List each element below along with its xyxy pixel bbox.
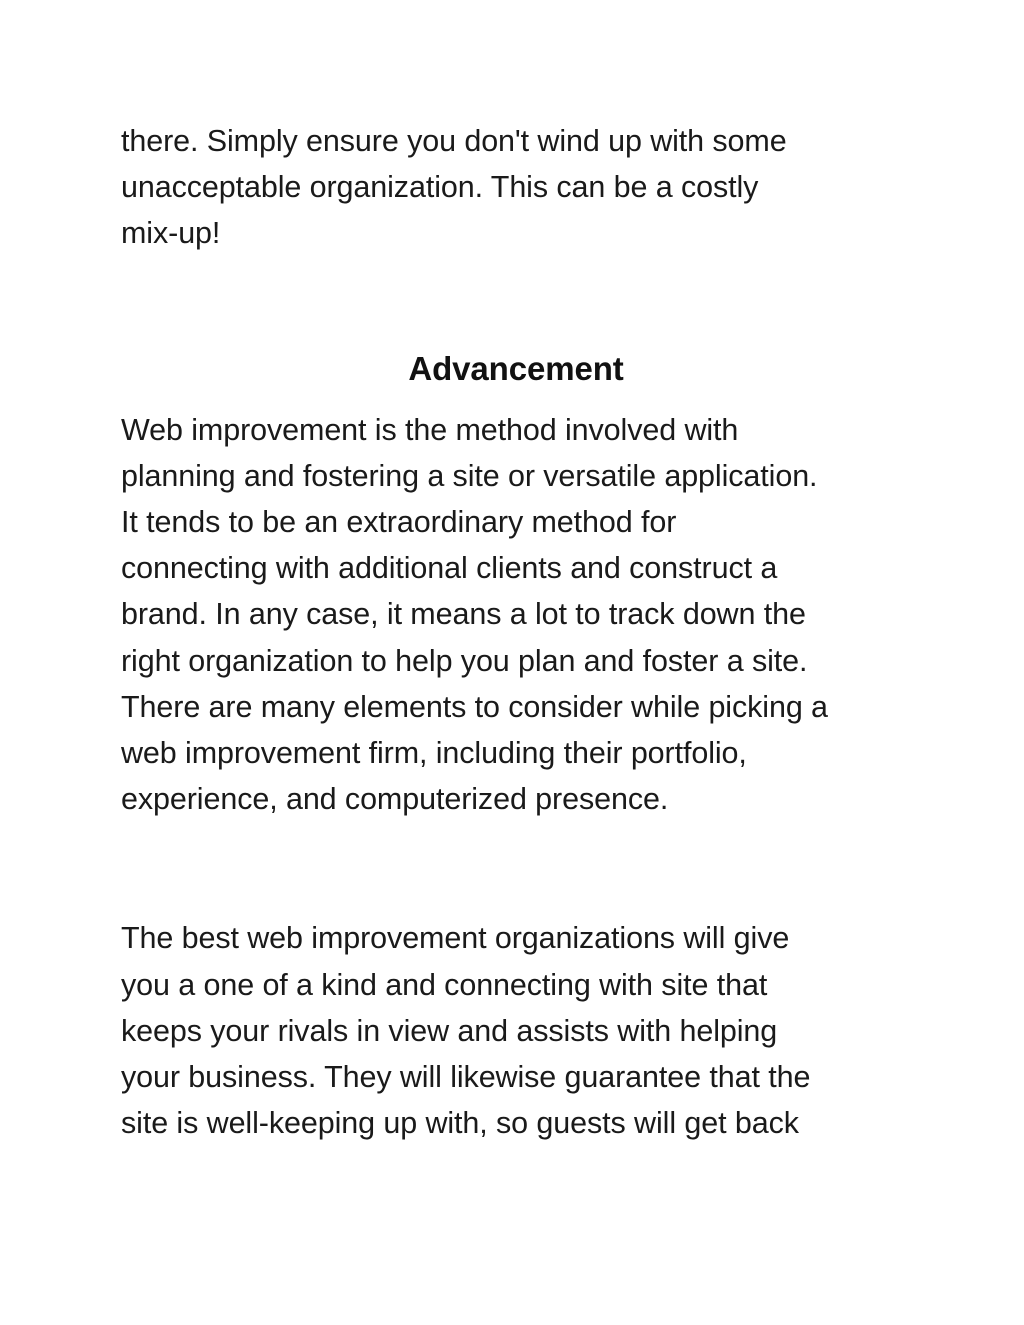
text-line: It tends to be an extraordinary method for [121,505,677,540]
text-line: planning and fostering a site or versatile application. [121,458,818,493]
text-line: connecting with additional clients and construct a [121,551,778,586]
document-content [121,118,911,1146]
text-line: site is well-keeping up with, so guests will get back [121,1106,799,1141]
text-line: brand. In any case, it means a lot to track down the [121,597,806,632]
text-line: There are many elements to consider while picking a [121,689,828,724]
spacer [121,392,911,407]
body-paragraph-2 [121,915,911,1146]
text-line: Web improvement is the method involved with [121,412,739,447]
body-paragraph-1 [121,407,911,823]
spacer [121,257,911,346]
text-line: keeps your rivals in view and assists with helping [121,1013,778,1048]
text-line: experience, and computerized presence. [121,782,669,817]
text-line: your business. They will likewise guarantee that the [121,1060,811,1095]
text-line: you a one of a kind and connecting with site that [121,967,768,1002]
text-line: there. Simply ensure you don't wind up with some [121,124,787,158]
text-line: right organization to help you plan and foster a site. [121,643,808,678]
text-line: unacceptable organization. This can be a costly [121,170,759,205]
text-line: The best web improvement organizations will give [121,921,790,956]
section-heading: Advancement [408,349,624,387]
text-line: mix-up! [121,216,221,251]
intro-paragraph [121,118,911,257]
spacer [121,822,911,915]
text-line: web improvement firm, including their portfolio, [121,736,747,771]
